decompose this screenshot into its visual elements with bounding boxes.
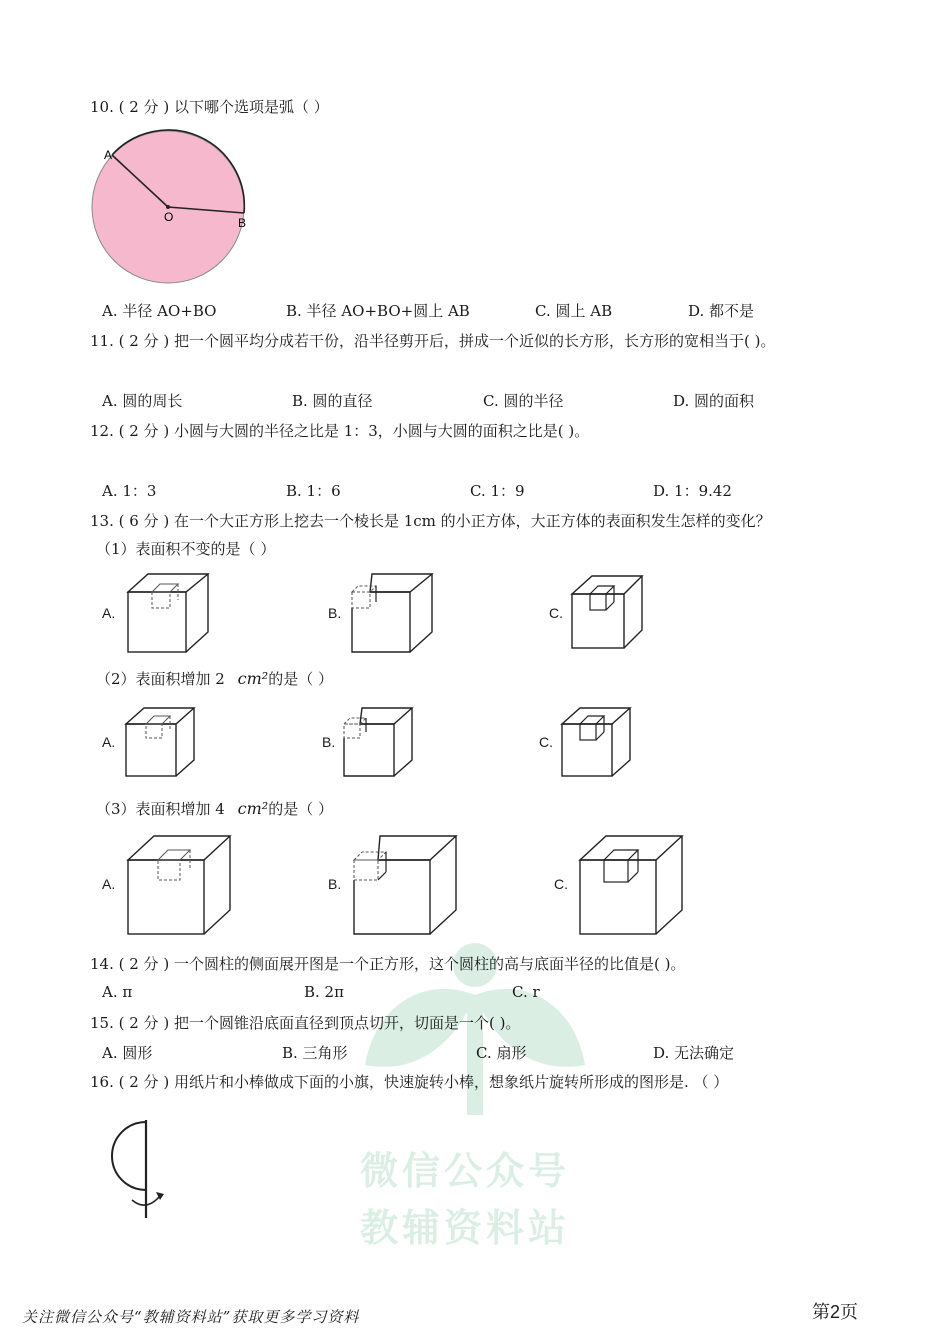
q13-1-cube-a[interactable]: [124, 572, 214, 656]
q11-option-c[interactable]: C. 圆的半径: [483, 392, 564, 410]
q13-part-1: （1）表面积不变的是（ ）: [96, 540, 276, 558]
q14-option-b[interactable]: B. 2π: [304, 983, 344, 1001]
q13-1-label-b: B.: [328, 605, 342, 621]
q13-part-2-suffix: 的是（ ）: [268, 670, 333, 688]
q11-option-d[interactable]: D. 圆的面积: [673, 392, 755, 410]
question-10: 10. ( 2 分 ) 以下哪个选项是弧（ ）: [90, 98, 329, 116]
q11-option-b[interactable]: B. 圆的直径: [292, 392, 373, 410]
q13-part-2-text: （2）表面积增加 2: [96, 670, 225, 688]
q10-option-c[interactable]: C. 圆上 AB: [535, 302, 613, 320]
q13-2-cube-c[interactable]: [558, 706, 636, 780]
question-15: 15. ( 2 分 ) 把一个圆锥沿底面直径到顶点切开，切面是一个( )。: [90, 1014, 521, 1032]
q13-1-label-c: C.: [549, 605, 563, 621]
q13-part-3-text: （3）表面积增加 4: [96, 800, 225, 818]
question-16: 16. ( 2 分 ) 用纸片和小棒做成下面的小旗，快速旋转小棒，想象纸片旋转所形成的图形是. （ ）: [90, 1073, 729, 1091]
q12-option-a[interactable]: A. 1：3: [102, 482, 157, 500]
q13-1-cube-c[interactable]: [568, 572, 648, 652]
q13-2-cube-a[interactable]: [122, 706, 200, 780]
q15-option-b[interactable]: B. 三角形: [282, 1044, 348, 1062]
q12-option-d[interactable]: D. 1：9.42: [653, 482, 732, 500]
q10-option-b[interactable]: B. 半径 AO+BO+圆上 AB: [286, 302, 470, 320]
q15-option-c[interactable]: C. 扇形: [476, 1044, 527, 1062]
q13-1-cube-b[interactable]: [348, 572, 438, 656]
q13-2-cube-b[interactable]: [340, 706, 418, 780]
question-13: 13. ( 6 分 ) 在一个大正方形上挖去一个棱长是 1cm 的小正方体，大正方体的表面积发生怎样的变化？: [90, 512, 771, 530]
q13-part-2-unit: cm²: [237, 669, 269, 688]
q13-part-2: [96, 668, 333, 689]
question-12: 12. ( 2 分 ) 小圆与大圆的半径之比是 1：3，小圆与大圆的面积之比是( )。: [90, 422, 590, 440]
q13-3-cube-a[interactable]: [124, 832, 234, 938]
q15-option-a[interactable]: A. 圆形: [102, 1044, 153, 1062]
q13-3-cube-b[interactable]: [350, 832, 460, 938]
q13-1-label-a: A.: [102, 605, 116, 621]
q10-option-a[interactable]: A. 半径 AO+BO: [102, 302, 217, 320]
q13-3-label-b: B.: [328, 876, 342, 892]
watermark-line2: 教辅资料站: [360, 1206, 571, 1250]
point-b-label: B: [238, 216, 247, 230]
point-o-label: O: [164, 210, 174, 224]
q10-option-d[interactable]: D. 都不是: [688, 302, 755, 320]
q13-2-label-b: B.: [322, 734, 336, 750]
q13-part-3: [96, 798, 333, 819]
footer-note: 关注微信公众号“教辅资料站”获取更多学习资料: [22, 1308, 360, 1326]
watermark-line1: 微信公众号: [360, 1149, 571, 1193]
q13-2-label-a: A.: [102, 734, 116, 750]
q13-part-3-suffix: 的是（ ）: [268, 800, 333, 818]
q13-3-label-a: A.: [102, 876, 116, 892]
q10-circle-figure: [90, 125, 260, 295]
q12-option-c[interactable]: C. 1：9: [470, 482, 525, 500]
page-number: 第2页: [812, 1302, 859, 1322]
point-a-label: A: [104, 148, 113, 162]
q13-2-label-c: C.: [539, 734, 553, 750]
question-14: 14. ( 2 分 ) 一个圆柱的侧面展开图是一个正方形，这个圆柱的高与底面半径的比值是( )。: [90, 955, 686, 973]
q14-option-a[interactable]: A. π: [102, 983, 133, 1001]
q11-option-a[interactable]: A. 圆的周长: [102, 392, 183, 410]
q13-part-3-unit: cm²: [237, 799, 269, 818]
q13-3-label-c: C.: [554, 876, 568, 892]
q13-3-cube-c[interactable]: [576, 832, 686, 938]
q14-option-c[interactable]: C. r: [512, 983, 540, 1001]
q16-flag-figure: [100, 1118, 180, 1222]
question-11: 11. ( 2 分 ) 把一个圆平均分成若干份，沿半径剪开后，拼成一个近似的长方形，长方形的宽相当于( )。: [90, 332, 776, 350]
q15-option-d[interactable]: D. 无法确定: [653, 1044, 735, 1062]
q12-option-b[interactable]: B. 1：6: [286, 482, 341, 500]
